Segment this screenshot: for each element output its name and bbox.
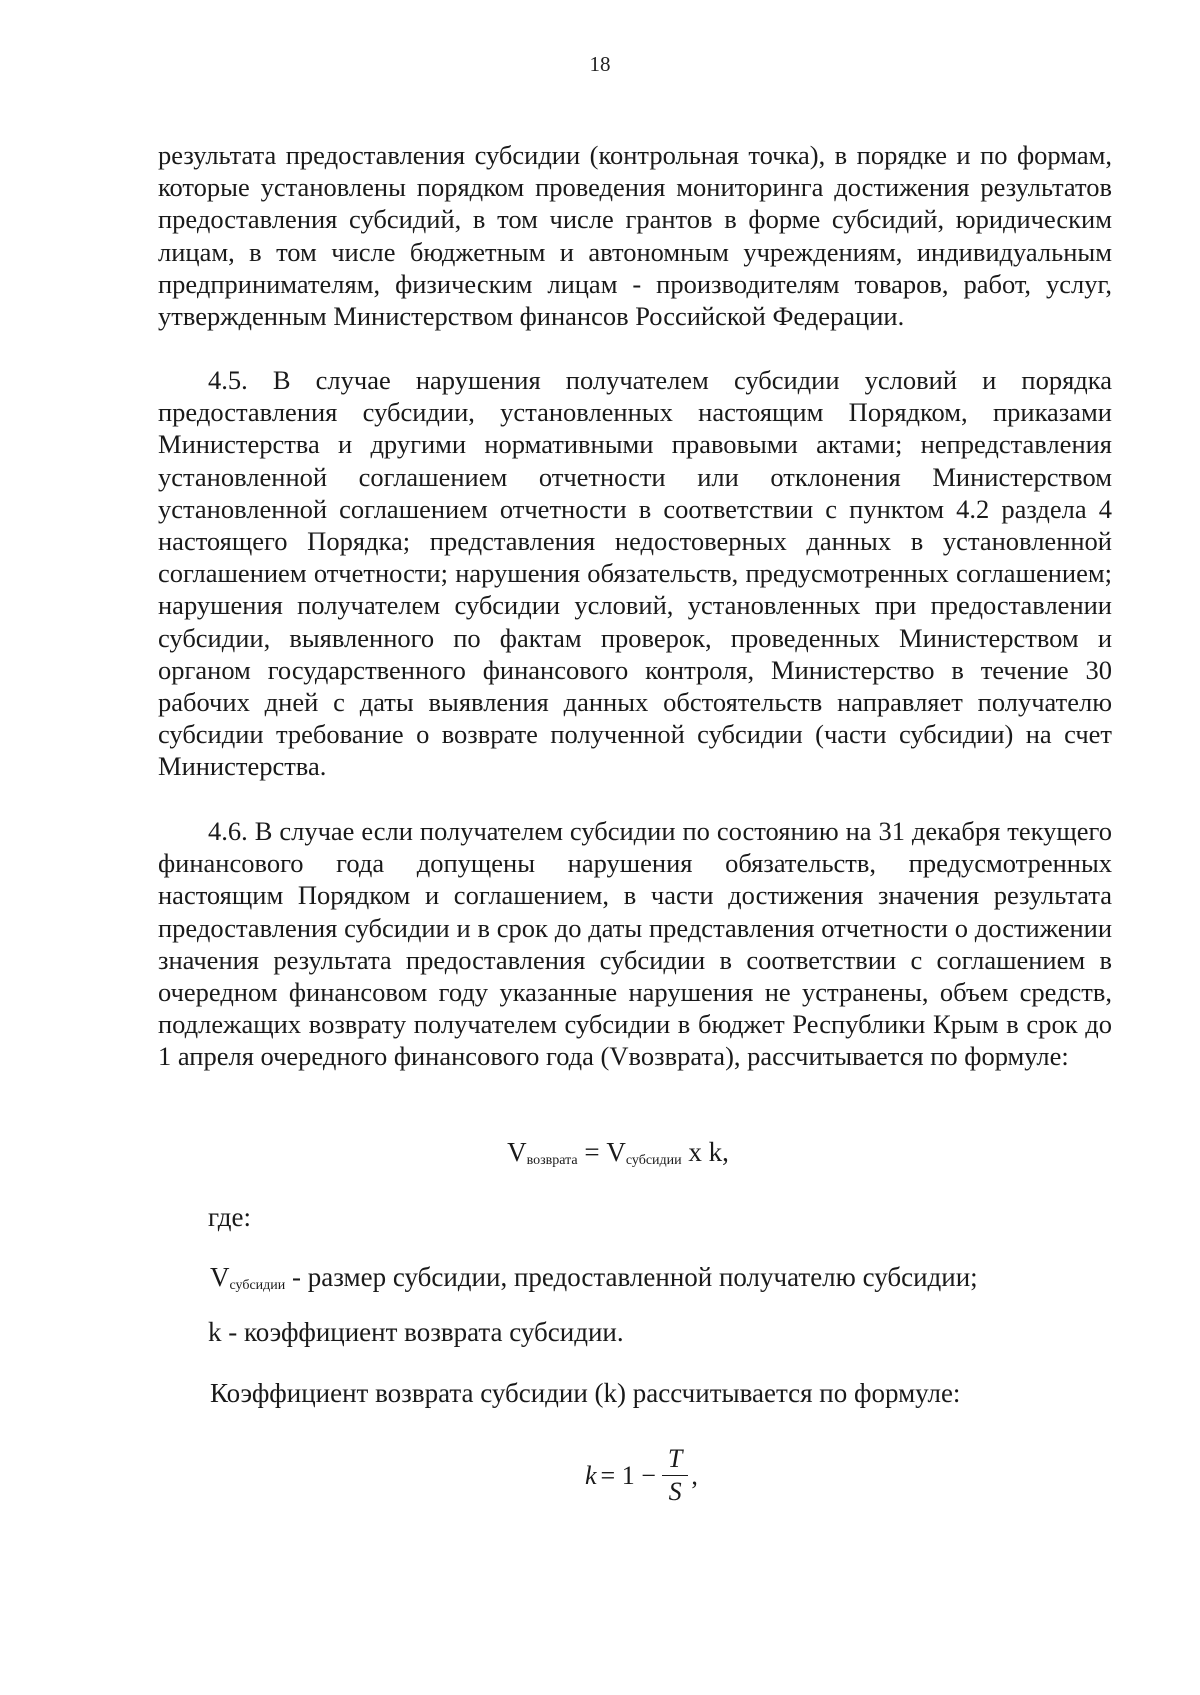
definition-v-subscript: субсидии [229,1278,286,1293]
page-number: 18 [589,52,611,76]
formula-fraction [662,1445,688,1506]
formula-one-minus: = 1 − [600,1460,656,1490]
definition-v-symbol: V [210,1262,230,1292]
definition-v-subsidy [210,1262,978,1294]
formula-v-symbol: V [606,1137,626,1167]
fraction-denominator: S [668,1477,682,1506]
formula-return-volume [0,1137,1200,1169]
formula-tail: x k, [681,1137,729,1167]
definition-k: k - коэффициент возврата субсидии. [208,1317,624,1347]
fraction-numerator: T [662,1445,688,1476]
definition-v-text: - размер субсидии, предоставленной получателю субсидии; [285,1262,978,1292]
paragraph-4-5: 4.5. В случае нарушения получателем субсидии условий и порядка предоставления субсидии, установленных настоящим Порядком, приказами Министерства и другими нормативными правовыми актами; непредставления установленной соглашением отчетности или отклонения Министерством установленной соглашением отчетности в соответствии с пунктом 4.2 раздела 4 настоящего Порядка; представления недостоверных данных в установленной соглашением отчетности; нарушения обязательств, предусмотренных соглашением; нарушения получателем субсидии условий, установленных при предоставлении субсидии, выявленного по фактам проверок, проведенных Министерством и органом государственного финансового контроля, Министерство в течение 30 рабочих дней с даты выявления данных обстоятельств направляет получателю субсидии требование о возврате полученной субсидии (части субсидии) на счет Министерства. [158,365,1112,782]
formula-k-symbol: k [585,1460,597,1490]
formula-subscript-return: возврата [526,1153,578,1168]
formula-equals: = [577,1137,607,1167]
formula-coefficient [585,1445,698,1506]
where-label: где: [208,1202,251,1232]
paragraph-continuation: результата предоставления субсидии (контрольная точка), в порядке и по формам, которые установлены порядком проведения мониторинга достижения результатов предоставления субсидий, в том числе грантов в форме субсидий, юридическим лицам, в том числе бюджетным и автономным учреждениям, индивидуальным предпринимателям, физическим лицам - производителям товаров, работ, услуг, утвержденным Министерством финансов Российской Федерации. [158,140,1112,332]
paragraph-4-6: 4.6. В случае если получателем субсидии по состоянию на 31 декабря текущего финансового года допущены нарушения обязательств, предусмотренных настоящим Порядком и соглашением, в части достижения значения результата предоставления субсидии и в срок до даты представления отчетности о достижении значения результата предоставления субсидии в соответствии с соглашением в очередном финансовом году указанные нарушения не устранены, объем средств, подлежащих возврату получателем субсидии в бюджет Республики Крым в срок до 1 апреля очередного финансового года (Vвозврата), рассчитывается по формуле: [158,816,1112,1072]
formula-comma: , [691,1460,698,1490]
coefficient-intro: Коэффициент возврата субсидии (k) рассчитывается по формуле: [210,1378,961,1408]
formula-subscript-subsidy: субсидии [625,1153,682,1168]
formula-v-symbol: V [507,1137,527,1167]
